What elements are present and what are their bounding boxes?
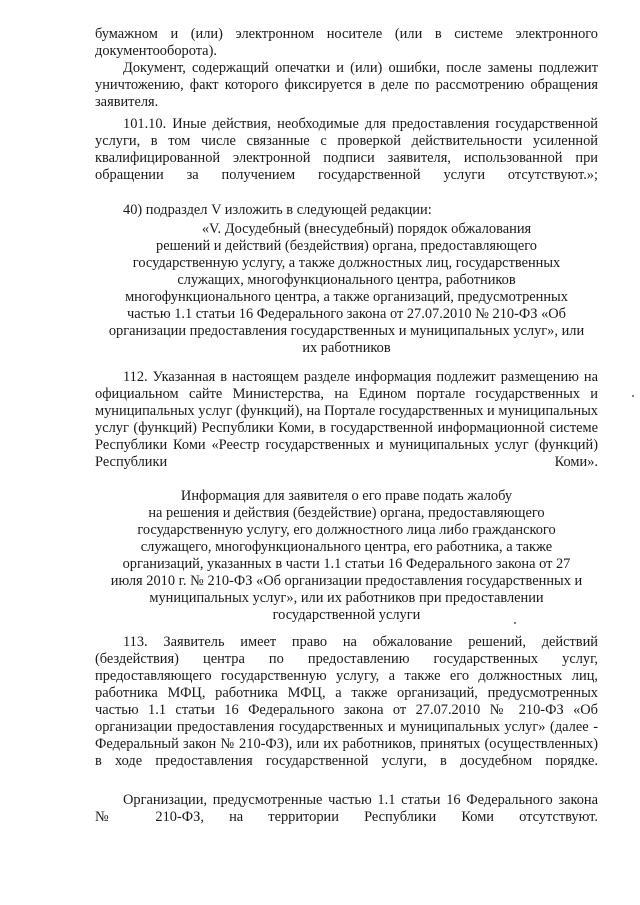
heading-line: государственной услуги: [272, 607, 421, 623]
heading-line: на решения и действия (бездействие) органа, предоставляющего: [148, 505, 545, 521]
paragraph-101-10: 101.10. Иные действия, необходимые для предоставления государственной услуги, в том числе связанные с проверкой действительности усиленной квалифицированной электронной подписи заявителя, использованной при обращении за получением государственной услуги отсутствуют.»;: [95, 116, 598, 183]
paragraph-112: 112. Указанная в настоящем разделе информация подлежит размещению на официальном сайте Министерства, на Едином портале государственных и муниципальных услуг (функций), на Портале государственных и муниципальных услуг (функций) Республики Коми, в государственной информационной системе Республики Коми «Реестр государственных и муниципальных услуг (функций) Республики Коми».: [95, 369, 598, 470]
section-v-heading: [95, 221, 598, 357]
heading-line: организаций, указанных в части 1.1 статьи 16 Федерального закона от 27: [122, 556, 571, 572]
heading-line: государственную услугу, его должностного лица либо гражданского: [137, 522, 556, 538]
paragraph-113: 113. Заявитель имеет право на обжалование решений, действий (бездействия) центра по предоставлению государственных услуг, предоставляющего государственную услугу, а также его должностных лиц, работника МФЦ, работника МФЦ, а также организаций, предусмотренных частью 1.1 статьи 16 Федерального закона от 27.07.2010 № 210-ФЗ «Об организации предоставления государственных и муниципальных услуг» (далее - Федеральный закон № 210-ФЗ), или их работников, принятых (осуществленных) в ходе предоставления государственной услуги, в досудебном порядке.: [95, 634, 598, 769]
heading-line: муниципальных услуг», или их работников при предоставлении: [149, 590, 544, 606]
heading-line: решений и действий (бездействия) органа, предоставляющего: [156, 238, 537, 254]
complaint-right-heading: [95, 488, 598, 624]
scan-speck: [514, 622, 516, 624]
paragraph-continuation: бумажном и (или) электронном носителе (или в системе электронного документооборота).: [95, 26, 598, 59]
heading-line: государственную услугу, а также должностных лиц, государственных: [132, 255, 561, 271]
heading-line: июля 2010 г. № 210-ФЗ «Об организации предоставления государственных и: [110, 573, 583, 589]
heading-line: организации предоставления государственных и муниципальных услуг», или: [108, 323, 585, 339]
heading-line: «V. Досудебный (внесудебный) порядок обжалования: [201, 221, 532, 237]
paragraph-item-40: 40) подраздел V изложить в следующей редакции:: [123, 202, 432, 218]
heading-line: Информация для заявителя о его праве подать жалобу: [180, 488, 513, 504]
heading-line: частью 1.1 статьи 16 Федерального закона от 27.07.2010 № 210-ФЗ «Об: [126, 306, 567, 322]
heading-line: их работников: [302, 340, 391, 356]
heading-line: служащих, многофункционального центра, работников: [177, 272, 516, 288]
paragraph-organizations: Организации, предусмотренные частью 1.1 статьи 16 Федерального закона № 210-ФЗ, на территории Республики Коми отсутствуют.: [95, 792, 598, 825]
paragraph-typo-destruction: Документ, содержащий опечатки и (или) ошибки, после замены подлежит уничтожению, факт которого фиксируется в деле по рассмотрению обращения заявителя.: [95, 60, 598, 110]
scan-speck: [632, 395, 634, 397]
heading-line: многофункционального центра, а также организаций, предусмотренных: [125, 289, 568, 305]
heading-line: служащего, многофункционального центра, его работника, а также: [140, 539, 553, 555]
